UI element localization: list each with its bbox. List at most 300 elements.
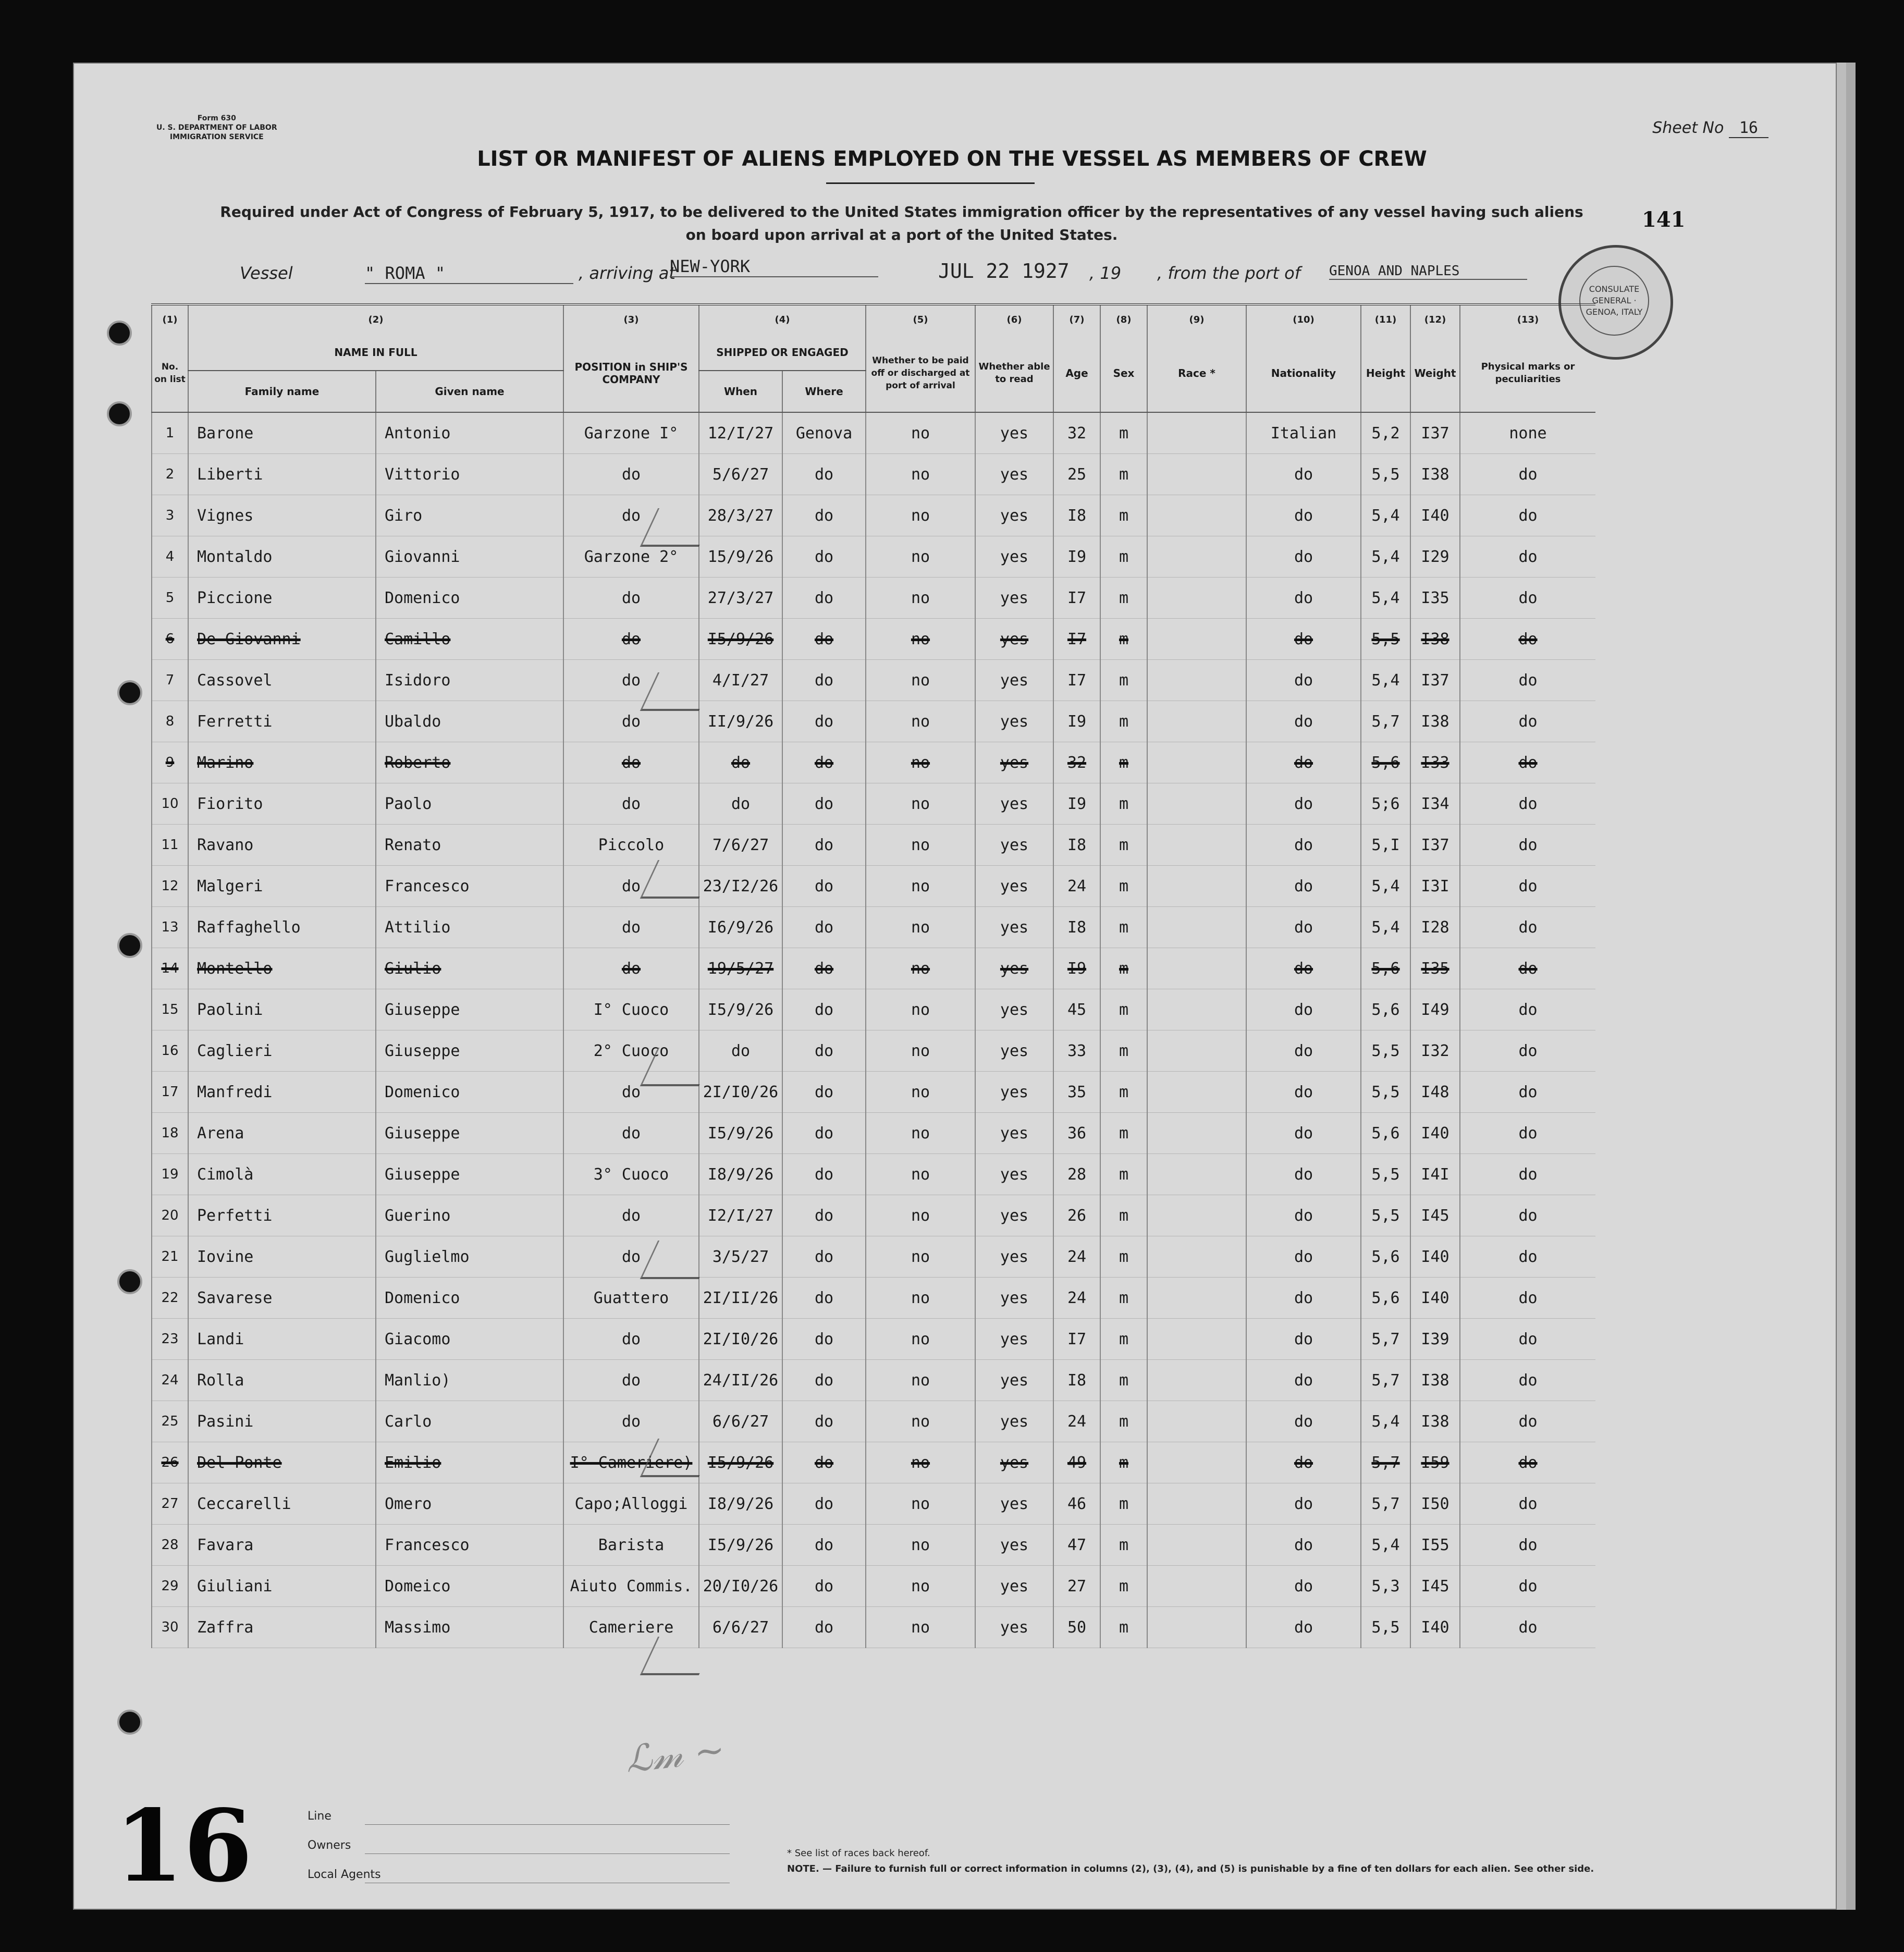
table-row: [152, 1319, 1595, 1360]
cell-age: I8: [1053, 495, 1100, 536]
cell-where: do: [782, 454, 866, 495]
cell-given-name: Giuseppe: [376, 1030, 563, 1072]
cell-line-no: 16: [152, 1030, 188, 1072]
cell-height: 5,4: [1361, 907, 1410, 948]
cell-sex: m: [1100, 907, 1147, 948]
header-given-name: Given name: [376, 371, 563, 412]
cell-height: 5,5: [1361, 454, 1410, 495]
cell-nationality: do: [1246, 1154, 1361, 1195]
cell-when: I8/9/26: [699, 1483, 782, 1525]
cell-able-to-read: yes: [975, 825, 1053, 866]
cell-weight: I32: [1410, 1030, 1460, 1072]
cell-weight: I59: [1410, 1442, 1460, 1483]
table-row: [152, 619, 1595, 660]
cell-nationality: do: [1246, 536, 1361, 578]
cell-height: 5,7: [1361, 1442, 1410, 1483]
cell-physical-marks: do: [1460, 1319, 1595, 1360]
cell-sex: m: [1100, 1483, 1147, 1525]
cell-physical-marks: do: [1460, 989, 1595, 1030]
cell-weight: I45: [1410, 1195, 1460, 1236]
cell-position: do: [563, 1360, 699, 1401]
cell-where: do: [782, 660, 866, 701]
cell-family-name: Piccione: [188, 578, 376, 619]
cell-when: 27/3/27: [699, 578, 782, 619]
cell-where: do: [782, 1483, 866, 1525]
cell-given-name: Ubaldo: [376, 701, 563, 742]
cell-height: 5,6: [1361, 948, 1410, 989]
cell-family-name: De Giovanni: [188, 619, 376, 660]
owners-label: Owners: [308, 1839, 351, 1852]
cell-given-name: Giuseppe: [376, 1113, 563, 1154]
cell-physical-marks: do: [1460, 1236, 1595, 1278]
header-sex: Sex: [1100, 335, 1147, 412]
sheet-number-label: Sheet No: [1652, 119, 1724, 137]
cell-paid-off: no: [866, 619, 975, 660]
cell-where: do: [782, 1319, 866, 1360]
cell-able-to-read: yes: [975, 1525, 1053, 1566]
cell-nationality: do: [1246, 578, 1361, 619]
arrival-date-stamp: JUL 22 1927: [938, 260, 1070, 283]
cell-given-name: Paolo: [376, 783, 563, 825]
binder-hole: [117, 1269, 142, 1294]
cell-position: do: [563, 866, 699, 907]
cell-paid-off: no: [866, 1195, 975, 1236]
cell-height: 5,4: [1361, 1525, 1410, 1566]
cell-able-to-read: yes: [975, 660, 1053, 701]
cell-physical-marks: do: [1460, 783, 1595, 825]
cell-given-name: Domenico: [376, 1278, 563, 1319]
cell-race: [1147, 907, 1246, 948]
cell-race: [1147, 1195, 1246, 1236]
table-row: [152, 1113, 1595, 1154]
column-number-row: [152, 304, 1595, 335]
table-row: [152, 412, 1595, 454]
seal-text: CONSULATE GENERAL · GENOA, ITALY: [1579, 266, 1649, 336]
cell-where: do: [782, 742, 866, 783]
cell-sex: m: [1100, 866, 1147, 907]
cell-race: [1147, 660, 1246, 701]
cell-where: do: [782, 1607, 866, 1648]
cell-line-no: 17: [152, 1072, 188, 1113]
cell-race: [1147, 1278, 1246, 1319]
cell-able-to-read: yes: [975, 536, 1053, 578]
cell-where: do: [782, 1278, 866, 1319]
cell-age: 32: [1053, 742, 1100, 783]
owners-field: [365, 1853, 730, 1854]
cell-weight: I40: [1410, 1607, 1460, 1648]
cell-weight: I39: [1410, 1319, 1460, 1360]
cell-race: [1147, 1607, 1246, 1648]
cell-weight: I48: [1410, 1072, 1460, 1113]
cell-weight: I37: [1410, 825, 1460, 866]
cell-line-no: 28: [152, 1525, 188, 1566]
col-number: (9): [1147, 304, 1246, 335]
cell-physical-marks: do: [1460, 495, 1595, 536]
cell-given-name: Manlio): [376, 1360, 563, 1401]
form-number: Form 630: [197, 114, 236, 122]
cell-nationality: Italian: [1246, 412, 1361, 454]
cell-age: 46: [1053, 1483, 1100, 1525]
cell-family-name: Ceccarelli: [188, 1483, 376, 1525]
cell-where: do: [782, 1030, 866, 1072]
line-label: Line: [308, 1810, 331, 1823]
table-row: [152, 1360, 1595, 1401]
cell-paid-off: no: [866, 1483, 975, 1525]
cell-line-no: 19: [152, 1154, 188, 1195]
cell-sex: m: [1100, 1154, 1147, 1195]
cell-nationality: do: [1246, 1113, 1361, 1154]
cell-when: 2I/I0/26: [699, 1319, 782, 1360]
cell-nationality: do: [1246, 1442, 1361, 1483]
cell-line-no: 10: [152, 783, 188, 825]
cell-paid-off: no: [866, 1319, 975, 1360]
cell-weight: I29: [1410, 536, 1460, 578]
cell-height: 5,4: [1361, 495, 1410, 536]
cell-weight: I40: [1410, 1236, 1460, 1278]
cell-weight: I40: [1410, 1278, 1460, 1319]
cell-physical-marks: do: [1460, 536, 1595, 578]
cell-paid-off: no: [866, 1360, 975, 1401]
cell-age: 28: [1053, 1154, 1100, 1195]
cell-race: [1147, 783, 1246, 825]
table-row: [152, 701, 1595, 742]
cell-position: do: [563, 742, 699, 783]
cell-nationality: do: [1246, 1525, 1361, 1566]
cell-race: [1147, 742, 1246, 783]
cell-paid-off: no: [866, 1607, 975, 1648]
cell-position: Piccolo: [563, 825, 699, 866]
local-agents-label: Local Agents: [308, 1868, 381, 1881]
cell-when: 12/I/27: [699, 412, 782, 454]
arriving-port: NEW-YORK: [670, 256, 878, 277]
cell-height: 5,4: [1361, 660, 1410, 701]
cell-family-name: Caglieri: [188, 1030, 376, 1072]
cell-physical-marks: do: [1460, 1072, 1595, 1113]
cell-age: 27: [1053, 1566, 1100, 1607]
cell-height: 5,6: [1361, 742, 1410, 783]
cell-height: 5,5: [1361, 1030, 1410, 1072]
cell-where: do: [782, 495, 866, 536]
cell-given-name: Giuseppe: [376, 989, 563, 1030]
col-number: (5): [866, 304, 975, 335]
cell-age: 47: [1053, 1525, 1100, 1566]
table-row: [152, 1442, 1595, 1483]
cell-able-to-read: yes: [975, 1113, 1053, 1154]
cell-line-no: 21: [152, 1236, 188, 1278]
cell-nationality: do: [1246, 454, 1361, 495]
cell-age: 35: [1053, 1072, 1100, 1113]
cell-given-name: Francesco: [376, 866, 563, 907]
cell-when: I5/9/26: [699, 619, 782, 660]
cell-given-name: Massimo: [376, 1607, 563, 1648]
cell-position: do: [563, 1195, 699, 1236]
cell-height: 5,4: [1361, 578, 1410, 619]
cell-when: I5/9/26: [699, 1525, 782, 1566]
cell-height: 5,6: [1361, 1113, 1410, 1154]
cell-family-name: Malgeri: [188, 866, 376, 907]
cell-race: [1147, 1072, 1246, 1113]
header-no-on-list: No. on list: [152, 335, 188, 412]
table-row: [152, 1072, 1595, 1113]
footnote-penalty: NOTE. — Failure to furnish full or correct information in columns (2), (3), (4), and (5) is punishable by a fine of ten dollars for each alien. See other side.: [787, 1863, 1594, 1874]
cell-sex: m: [1100, 825, 1147, 866]
header-able-to-read: Whether able to read: [975, 335, 1053, 412]
cell-line-no: 12: [152, 866, 188, 907]
cell-where: do: [782, 948, 866, 989]
cell-given-name: Attilio: [376, 907, 563, 948]
cell-given-name: Giulio: [376, 948, 563, 989]
cell-position: Cameriere: [563, 1607, 699, 1648]
binder-hole: [107, 401, 132, 426]
col-number: (3): [563, 304, 699, 335]
cell-position: do: [563, 1236, 699, 1278]
cell-sex: m: [1100, 1525, 1147, 1566]
cell-nationality: do: [1246, 1030, 1361, 1072]
cell-where: do: [782, 783, 866, 825]
cell-line-no: 22: [152, 1278, 188, 1319]
table-row: [152, 536, 1595, 578]
table-row: [152, 578, 1595, 619]
cell-position: do: [563, 1113, 699, 1154]
cell-physical-marks: none: [1460, 412, 1595, 454]
cell-weight: I55: [1410, 1525, 1460, 1566]
table-row: [152, 989, 1595, 1030]
cell-paid-off: no: [866, 1030, 975, 1072]
cell-age: 24: [1053, 866, 1100, 907]
cell-line-no: 6: [152, 619, 188, 660]
cell-when: 6/6/27: [699, 1607, 782, 1648]
cell-family-name: Manfredi: [188, 1072, 376, 1113]
cell-line-no: 26: [152, 1442, 188, 1483]
cell-race: [1147, 578, 1246, 619]
subtitle-line-1: Required under Act of Congress of February 5, 1917, to be delivered to the United States immigration officer by the representatives of any vessel having such aliens: [220, 203, 1583, 220]
col-number: (8): [1100, 304, 1147, 335]
cell-physical-marks: do: [1460, 1566, 1595, 1607]
cell-paid-off: no: [866, 660, 975, 701]
col-number: (6): [975, 304, 1053, 335]
cell-family-name: Paolini: [188, 989, 376, 1030]
cell-race: [1147, 412, 1246, 454]
cell-given-name: Domenico: [376, 1072, 563, 1113]
col-number: (12): [1410, 304, 1460, 335]
cell-family-name: Rolla: [188, 1360, 376, 1401]
cell-nationality: do: [1246, 907, 1361, 948]
cell-position: do: [563, 660, 699, 701]
cell-age: I9: [1053, 783, 1100, 825]
cell-position: do: [563, 783, 699, 825]
cell-given-name: Guglielmo: [376, 1236, 563, 1278]
cell-age: 24: [1053, 1236, 1100, 1278]
vessel-name: " ROMA ": [365, 263, 573, 284]
cell-height: 5,5: [1361, 619, 1410, 660]
header-nationality: Nationality: [1246, 335, 1361, 412]
handwritten-signature: ℒ𝓂 ~: [623, 1728, 727, 1781]
cell-line-no: 9: [152, 742, 188, 783]
cell-able-to-read: yes: [975, 866, 1053, 907]
cell-weight: I4I: [1410, 1154, 1460, 1195]
service-name: IMMIGRATION SERVICE: [169, 133, 264, 141]
cell-family-name: Del Ponte: [188, 1442, 376, 1483]
cell-physical-marks: do: [1460, 1278, 1595, 1319]
reference-number: 141: [1642, 207, 1686, 232]
cell-paid-off: no: [866, 495, 975, 536]
cell-when: 28/3/27: [699, 495, 782, 536]
cell-family-name: Giuliani: [188, 1566, 376, 1607]
cell-age: I8: [1053, 907, 1100, 948]
cell-when: 3/5/27: [699, 1236, 782, 1278]
cell-able-to-read: yes: [975, 578, 1053, 619]
cell-line-no: 14: [152, 948, 188, 989]
footnote-races: * See list of races back hereof.: [787, 1848, 930, 1859]
cell-race: [1147, 825, 1246, 866]
table-row: [152, 742, 1595, 783]
cell-paid-off: no: [866, 1113, 975, 1154]
header-paid-off: Whether to be paid off or discharged at port of arrival: [866, 335, 975, 412]
cell-physical-marks: do: [1460, 701, 1595, 742]
cell-family-name: Cassovel: [188, 660, 376, 701]
cell-age: I9: [1053, 536, 1100, 578]
cell-sex: m: [1100, 536, 1147, 578]
cell-family-name: Barone: [188, 412, 376, 454]
cell-height: 5,6: [1361, 1236, 1410, 1278]
header-where: Where: [782, 371, 866, 412]
cell-where: do: [782, 701, 866, 742]
cell-sex: m: [1100, 1113, 1147, 1154]
cell-family-name: Iovine: [188, 1236, 376, 1278]
cell-race: [1147, 1525, 1246, 1566]
cell-position: I° Cameriere): [563, 1442, 699, 1483]
cell-when: 2I/II/26: [699, 1278, 782, 1319]
cell-nationality: do: [1246, 1319, 1361, 1360]
cell-race: [1147, 1319, 1246, 1360]
table-row: [152, 1525, 1595, 1566]
table-row: [152, 454, 1595, 495]
cell-weight: I37: [1410, 660, 1460, 701]
cell-height: 5;6: [1361, 783, 1410, 825]
cell-paid-off: no: [866, 1401, 975, 1442]
cell-able-to-read: yes: [975, 783, 1053, 825]
cell-position: Aiuto Commis.: [563, 1566, 699, 1607]
cell-family-name: Landi: [188, 1319, 376, 1360]
header-physical-marks: Physical marks or peculiarities: [1460, 335, 1595, 412]
cell-when: I5/9/26: [699, 989, 782, 1030]
cell-sex: m: [1100, 1195, 1147, 1236]
cell-where: do: [782, 907, 866, 948]
cell-age: 25: [1053, 454, 1100, 495]
table-row: [152, 783, 1595, 825]
cell-line-no: 4: [152, 536, 188, 578]
sheet-number-value: 16: [1729, 119, 1768, 138]
cell-given-name: Giovanni: [376, 536, 563, 578]
cell-sex: m: [1100, 1072, 1147, 1113]
cell-physical-marks: do: [1460, 1483, 1595, 1525]
cell-nationality: do: [1246, 660, 1361, 701]
cell-age: I7: [1053, 1319, 1100, 1360]
cell-weight: I35: [1410, 578, 1460, 619]
table-row: [152, 1278, 1595, 1319]
cell-position: Garzone 2°: [563, 536, 699, 578]
cell-where: do: [782, 578, 866, 619]
header-shipped: SHIPPED OR ENGAGED: [699, 335, 866, 371]
cell-height: 5,5: [1361, 1195, 1410, 1236]
cell-race: [1147, 619, 1246, 660]
cell-paid-off: no: [866, 1566, 975, 1607]
cell-line-no: 2: [152, 454, 188, 495]
cell-age: 24: [1053, 1278, 1100, 1319]
cell-weight: I34: [1410, 783, 1460, 825]
cell-nationality: do: [1246, 825, 1361, 866]
cell-nationality: do: [1246, 1195, 1361, 1236]
cell-given-name: Omero: [376, 1483, 563, 1525]
big-sheet-number: 16: [115, 1788, 253, 1904]
cell-position: do: [563, 907, 699, 948]
cell-race: [1147, 1030, 1246, 1072]
cell-sex: m: [1100, 1442, 1147, 1483]
cell-age: I9: [1053, 701, 1100, 742]
cell-paid-off: no: [866, 1525, 975, 1566]
cell-when: 19/5/27: [699, 948, 782, 989]
cell-nationality: do: [1246, 619, 1361, 660]
cell-position: do: [563, 1401, 699, 1442]
cell-weight: I40: [1410, 1113, 1460, 1154]
cell-paid-off: no: [866, 948, 975, 989]
cell-paid-off: no: [866, 1072, 975, 1113]
cell-race: [1147, 866, 1246, 907]
line-field: [365, 1824, 730, 1825]
cell-sex: m: [1100, 1360, 1147, 1401]
cell-height: 5,6: [1361, 1278, 1410, 1319]
cell-given-name: Domenico: [376, 578, 563, 619]
cell-nationality: do: [1246, 1607, 1361, 1648]
title-underline: [826, 182, 1035, 184]
cell-able-to-read: yes: [975, 742, 1053, 783]
table-row: [152, 1483, 1595, 1525]
cell-height: 5,7: [1361, 1319, 1410, 1360]
cell-weight: I33: [1410, 742, 1460, 783]
cell-family-name: Montello: [188, 948, 376, 989]
cell-where: do: [782, 1154, 866, 1195]
cell-position: Barista: [563, 1525, 699, 1566]
cell-paid-off: no: [866, 1154, 975, 1195]
cell-family-name: Vignes: [188, 495, 376, 536]
table-row: [152, 825, 1595, 866]
cell-family-name: Zaffra: [188, 1607, 376, 1648]
cell-physical-marks: do: [1460, 1525, 1595, 1566]
cell-age: 45: [1053, 989, 1100, 1030]
cell-physical-marks: do: [1460, 825, 1595, 866]
cell-weight: I38: [1410, 454, 1460, 495]
sheet-number: [1652, 119, 1768, 137]
binder-hole: [107, 321, 132, 346]
cell-physical-marks: do: [1460, 1401, 1595, 1442]
department-name: U. S. DEPARTMENT OF LABOR: [156, 124, 277, 132]
cell-paid-off: no: [866, 1236, 975, 1278]
cell-height: 5,4: [1361, 866, 1410, 907]
cell-able-to-read: yes: [975, 1072, 1053, 1113]
cell-race: [1147, 1483, 1246, 1525]
page-subtitle: [156, 201, 1647, 247]
binder-hole: [117, 1710, 142, 1735]
binder-hole: [117, 680, 142, 705]
header-height: Height: [1361, 335, 1410, 412]
cell-when: I8/9/26: [699, 1154, 782, 1195]
cell-sex: m: [1100, 454, 1147, 495]
table-row: [152, 907, 1595, 948]
cell-position: Guattero: [563, 1278, 699, 1319]
cell-position: I° Cuoco: [563, 989, 699, 1030]
cell-position: do: [563, 701, 699, 742]
cell-age: I8: [1053, 1360, 1100, 1401]
